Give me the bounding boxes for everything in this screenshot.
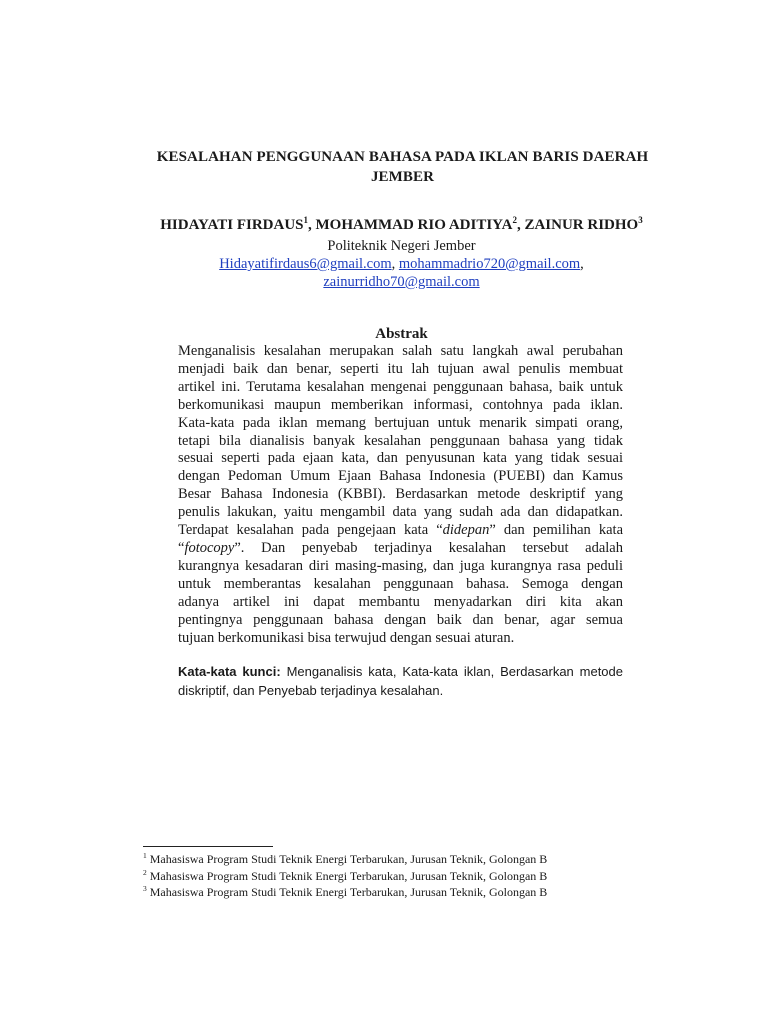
- abstract-segment: “: [178, 539, 185, 556]
- abstract-body: [178, 343, 623, 647]
- author-footnote-mark: 2: [512, 215, 517, 225]
- footnote: [143, 884, 643, 901]
- abstract-line: artikel ini. Terutama kesalahan mengenai penggunaan bahasa, baik untuk: [178, 378, 623, 395]
- abstract-italic-term: didepan: [442, 522, 490, 539]
- abstract-line: Besar Bahasa Indonesia (KBBI). Berdasarkan metode deskriptif yang: [178, 486, 623, 503]
- abstract-line: tujuan berkomunikasi bisa terwujud dengan sesuai aturan.: [178, 629, 515, 646]
- abstract-line: Menganalisis kesalahan merupakan salah satu langkah awal perubahan: [178, 343, 623, 359]
- email-link[interactable]: zainurridho70@gmail.com: [323, 274, 480, 290]
- footnote-mark: 1: [143, 851, 147, 860]
- footnote-mark: 3: [143, 884, 147, 893]
- abstract-heading: Abstrak: [375, 326, 428, 342]
- keywords: [178, 662, 623, 700]
- title-line-1: KESALAHAN PENGGUNAAN BAHASA PADA IKLAN BARIS DAERAH: [156, 149, 649, 165]
- abstract-line: penulis lakukan, yaitu mengambil data yang sudah ada dan didapatkan.: [178, 504, 623, 521]
- title-line-2: JEMBER: [370, 169, 435, 185]
- footnote-text: Mahasiswa Program Studi Teknik Energi Terbarukan, Jurusan Teknik, Golongan B: [149, 885, 548, 899]
- abstract-segment: Terdapat kesalahan pada pengejaan kata “: [178, 522, 443, 539]
- abstract-segment: ”. Dan penyebab terjadinya kesalahan tersebut adalah: [234, 539, 623, 556]
- abstract-line: dengan Pedoman Umum Ejaan Bahasa Indonesia (PUEBI) dan Kamus: [178, 468, 623, 485]
- abstract-line: untuk memberantas kesalahan penggunaan bahasa. Semoga dengan: [178, 575, 623, 592]
- abstract-line: menjadi baik dan benar, seperti itu lah tujuan awal penulis membuat: [178, 360, 623, 377]
- keywords-text: Menganalisis kata, Kata-kata iklan, Berdasarkan metode: [286, 664, 624, 679]
- email-link[interactable]: Hidayatifirdaus6@gmail.com: [219, 256, 392, 272]
- email-link[interactable]: mohammadrio720@gmail.com: [398, 256, 581, 272]
- footnote-text: Mahasiswa Program Studi Teknik Energi Terbarukan, Jurusan Teknik, Golongan B: [149, 852, 548, 866]
- abstract-line: tetapi bila dianalisis banyak kesalahan penggunaan bahasa yang tidak: [178, 432, 623, 449]
- abstract-line-mixed: [178, 540, 623, 558]
- footnote: [143, 851, 643, 868]
- author-name: HIDAYATI FIRDAUS: [160, 217, 304, 233]
- paper-title: [150, 147, 655, 187]
- email-list: Hidayatifirdaus6@gmail.com, mohammadrio720@gmail.com, zainurridho70@gmail.com: [219, 256, 584, 290]
- author-footnote-mark: 3: [638, 215, 643, 225]
- footnote: [143, 868, 643, 885]
- author-list: HIDAYATI FIRDAUS$^1$, MOHAMMAD RIO ADITIYA$^2$, ZAINUR RIDHO$^3$: [160, 215, 643, 233]
- abstract-line: sesuai seperti pada ejaan kata, dan penyusunan kata yang tidak sesuai: [178, 450, 623, 467]
- abstract-line: berkomunikasi maupun memberikan informasi, contohnya pada iklan.: [178, 396, 623, 413]
- author-name: MOHAMMAD RIO ADITIYA: [315, 217, 513, 233]
- footnotes: [143, 851, 643, 901]
- abstract-line: pentingnya penggunaan bahasa dengan baik dan benar, agar semua: [178, 611, 623, 628]
- footnote-separator: [143, 846, 273, 847]
- abstract-line-mixed: [178, 522, 623, 540]
- keywords-line: diskriptif, dan Penyebab terjadinya kesalahan.: [178, 683, 444, 698]
- abstract-line: Kata-kata pada iklan memang bertujuan untuk menarik simpati orang,: [178, 414, 623, 431]
- footnote-text: Mahasiswa Program Studi Teknik Energi Terbarukan, Jurusan Teknik, Golongan B: [149, 868, 548, 883]
- affiliation: Politeknik Negeri Jember: [327, 238, 476, 254]
- abstract-line: adanya artikel ini dapat membantu menyadarkan diri kita akan: [178, 593, 623, 610]
- author-name: ZAINUR RIDHO: [524, 217, 639, 233]
- abstract-line: kurangnya kesadaran diri masing-masing, dan juga kurangnya rasa peduli: [178, 557, 623, 574]
- author-footnote-mark: 1: [303, 215, 308, 225]
- keywords-line: [178, 662, 623, 681]
- footnote-mark: 2: [143, 867, 147, 877]
- abstract-italic-term: fotocopy: [184, 539, 235, 556]
- keywords-label: Kata-kata kunci:: [178, 664, 281, 679]
- abstract-segment: ” dan pemilihan kata: [489, 522, 624, 539]
